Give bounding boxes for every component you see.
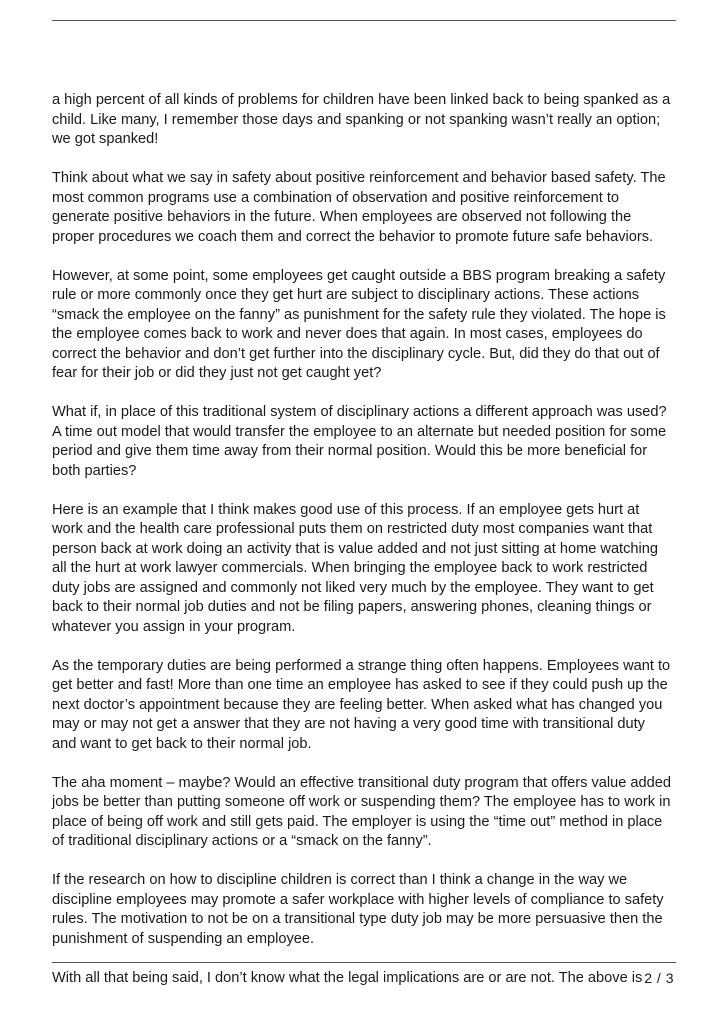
text-line: and want to get back to their normal job. [52,735,312,752]
text-line: With all that being said, I don’t know what the legal implications are or are not. The above is [52,969,643,986]
text-line: fear for their job or did they just not get caught yet? [52,365,382,381]
text-line: the employee comes back to work and never does that again. In most cases, employees do [52,326,643,342]
text-line: place of being off work and still gets paid. The employer is using the “time out” method in place [52,813,663,830]
text-line: next doctor’s appointment because they are feeling better. When asked what has changed you [52,696,663,713]
text-line: whatever you assign in your program. [52,618,296,635]
paragraph [52,501,678,638]
text-line: back to their normal job duties and not be filing papers, answering phones, cleaning things or [52,599,652,615]
text-line: all the hurt at work lawyer commercials. When bringing the employee back to work restricted [52,560,648,576]
paragraph [52,969,678,989]
text-line: rule or more commonly once they get hurt are subject to disciplinary actions. These actions [52,287,640,303]
paragraph [52,871,678,949]
text-line: generate positive behaviors in the future. When employees are observed not following the [52,209,632,225]
text-line: proper procedures we coach them and correct the behavior to promote future safe behaviors. [52,228,654,245]
text-line: correct the behavior and don’t get further into the disciplinary cycle. But, did they do that out of [52,345,660,362]
text-line: “smack the employee on the fanny” as punishment for the safety rule they violated. The hope is [52,306,666,323]
text-line: As the temporary duties are being performed a strange thing often happens. Employees want to [52,657,671,674]
text-line: may or may not get a answer that they are not having a very good time with transitional duty [52,716,645,732]
header-rule [52,20,676,21]
text-line: punishment of suspending an employee. [52,930,315,947]
text-line: discipline employees may promote a safer workplace with higher levels of compliance to safety [52,891,664,908]
text-line: A time out model that would transfer the employee to an alternate but needed position for some [52,423,667,440]
footer-rule [52,962,676,963]
paragraph [52,774,678,852]
page-number: 2 / 3 [644,970,674,986]
text-line: However, at some point, some employees get caught outside a BBS program breaking a safety [52,267,666,284]
text-line: a high percent of all kinds of problems for children have been linked back to being spanked as a [52,92,671,108]
text-line: work and the health care professional puts them on restricted duty most companies want that [52,521,653,537]
text-line: both parties? [52,462,137,479]
text-line: jobs be better than putting someone off work or suspending them? The employee has to work in [52,794,671,810]
paragraph [52,169,678,247]
text-line: child. Like many, I remember those days and spanking or not spanking wasn’t really an option; [52,111,661,128]
paragraph [52,657,678,755]
text-line: period and give them time away from their normal position. Would this be more beneficial for [52,443,648,459]
text-line: The aha moment – maybe? Would an effective transitional duty program that offers value added [52,774,671,791]
text-line: Here is an example that I think makes good use of this process. If an employee gets hurt at [52,501,640,518]
text-line: get better and fast! More than one time an employee has asked to see if they could push up the [52,677,668,693]
document-body [52,91,678,1008]
text-line: of traditional disciplinary actions or a “smack on the fanny”. [52,833,432,849]
text-line: duty jobs are assigned and commonly not liked very much by the employee. They want to get [52,579,654,596]
text-line: person back at work doing an activity that is value added and not just sitting at home watching [52,540,658,557]
paragraph [52,403,678,481]
text-line: we got spanked! [52,131,159,147]
paragraph [52,91,678,150]
text-line: Think about what we say in safety about positive reinforcement and behavior based safety. The [52,170,666,186]
text-line: What if, in place of this traditional system of disciplinary actions a different approach was used? [52,404,667,420]
paragraph [52,267,678,384]
text-line: most common programs use a combination of observation and positive reinforcement to [52,189,620,206]
text-line: rules. The motivation to not be on a transitional type duty job may be more persuasive then the [52,911,663,927]
text-line: If the research on how to discipline children is correct than I think a change in the way we [52,872,628,888]
